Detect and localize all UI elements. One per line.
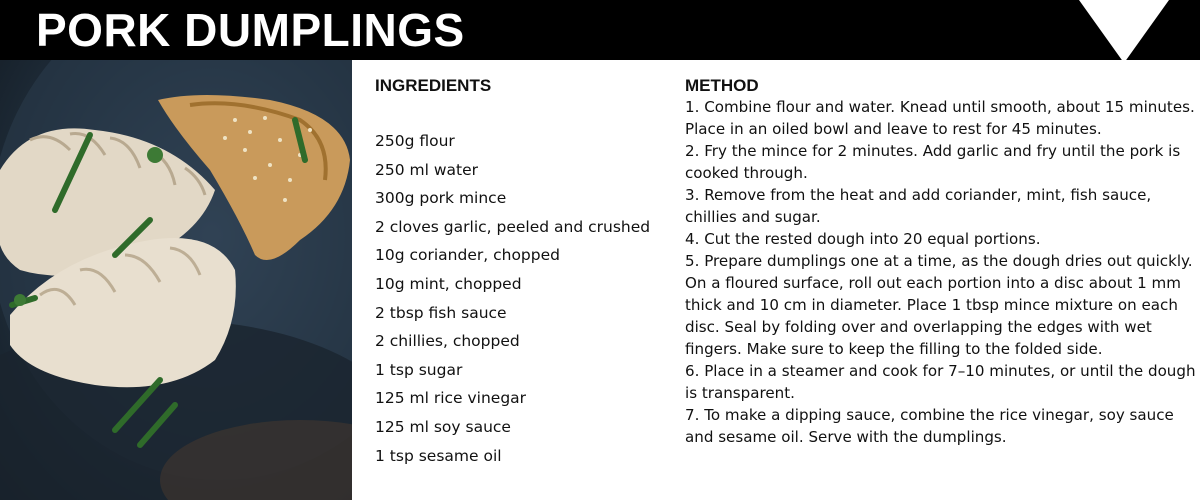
method-step: 2. Fry the mince for 2 minutes. Add garlic and fry until the pork is cooked through. (685, 142, 1181, 182)
ingredient-item: 250g flour (375, 132, 455, 150)
ingredients-list (375, 130, 665, 467)
title-bar (0, 0, 1200, 60)
ingredient-item: 2 tbsp fish sauce (375, 303, 507, 322)
recipe-title: PORK DUMPLINGS (36, 4, 465, 56)
ingredient-item: 300g pork mince (375, 189, 507, 208)
ingredient-item: 10g mint, chopped (375, 274, 522, 293)
ingredient-item: 125 ml soy sauce (375, 417, 511, 436)
method-step: 1. Combine flour and water. Knead until smooth, about 15 minutes. Place in an oiled bowl and leave to rest for 45 minutes. (685, 98, 1195, 138)
ingredient-item: 250 ml water (375, 160, 479, 179)
ingredients-section (375, 74, 665, 473)
method-section (685, 74, 1197, 448)
ingredient-item: 10g coriander, chopped (375, 246, 560, 265)
dumplings-photo (0, 60, 352, 500)
dumplings-illustration (0, 60, 352, 500)
ingredient-item: 2 cloves garlic, peeled and crushed (375, 217, 651, 236)
ingredient-item: 125 ml rice vinegar (375, 389, 527, 408)
method-step: 6. Place in a steamer and cook for 7–10 minutes, or until the dough is transparent. (685, 362, 1196, 402)
method-step: 3. Remove from the heat and add coriander, mint, fish sauce, chillies and sugar. (685, 186, 1152, 226)
method-step: 4. Cut the rested dough into 20 equal portions. (685, 230, 1041, 248)
method-step: 5. Prepare dumplings one at a time, as the dough dries out quickly. On a floured surface, roll out each portion into a disc about 1 mm thick and 10 cm in diameter. Place 1 tbsp mince mixture on each disc. Seal by folding over and overlapping the edges with wet fingers. Make sure to keep the filling to the folded side. (685, 252, 1193, 358)
ingredient-item: 1 tsp sugar (375, 360, 463, 379)
ingredient-item: 2 chillies, chopped (375, 332, 520, 351)
method-heading: METHOD (685, 76, 759, 95)
ingredients-heading: INGREDIENTS (375, 76, 492, 95)
method-step: 7. To make a dipping sauce, combine the rice vinegar, soy sauce and sesame oil. Serve with the dumplings. (685, 406, 1174, 446)
triangle-marker-icon (1079, 0, 1169, 63)
ingredient-item: 1 tsp sesame oil (375, 446, 502, 465)
method-steps (685, 96, 1197, 448)
